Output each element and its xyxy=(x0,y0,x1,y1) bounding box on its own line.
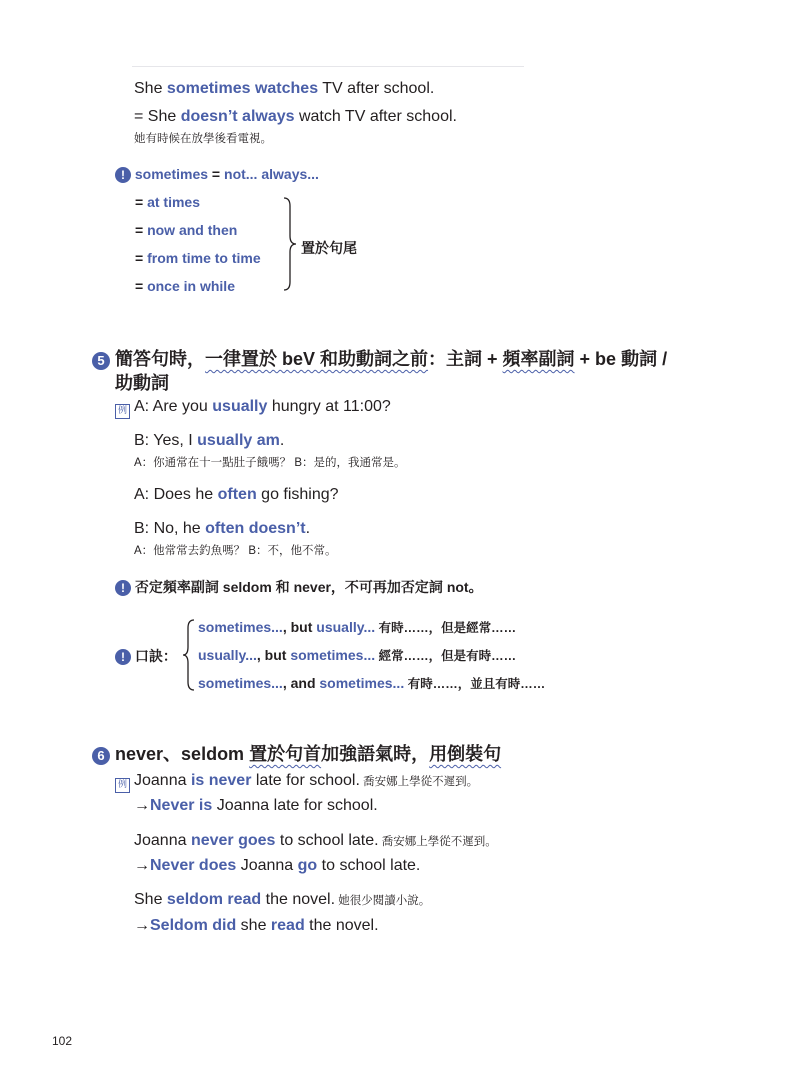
top-sentence-1: She sometimes watches TV after school. xyxy=(134,80,435,97)
inversion-source: Joanna is never late for school. 喬安娜上學從不遲到。 xyxy=(134,772,479,789)
brace-label: 置於句尾 xyxy=(301,240,357,256)
section-5-heading: 5 簡答句時，一律置於 beV 和助動詞之前：主詞 + 頻率副詞 + be 動詞 / xyxy=(92,345,667,371)
mnemonic-line: sometimes..., and sometimes... 有時……，並且有時…… xyxy=(198,675,546,691)
synonym-item: = now and then xyxy=(135,222,238,238)
exclamation-icon: ! xyxy=(115,580,131,596)
synonym-item: = at times xyxy=(135,194,200,210)
mnemonic-line: sometimes..., but usually... 有時……，但是經常…… xyxy=(198,619,517,635)
note-sometimes: ! sometimes = not... always... xyxy=(115,166,319,183)
exclamation-icon: ! xyxy=(115,167,131,183)
note-negative: ! 否定頻率副詞 seldom 和 never，不可再加否定詞 not。 xyxy=(115,577,483,597)
example-translation: A：你通常在十一點肚子餓嗎？ B：是的，我通常是。 xyxy=(134,457,406,469)
example-translation: A：他常常去釣魚嗎？ B：不，他不常。 xyxy=(134,545,337,557)
example-answer: B: Yes, I usually am. xyxy=(134,432,285,449)
section-number-5: 5 xyxy=(92,352,110,370)
section-6-heading: 6 never、seldom 置於句首加強語氣時，用倒裝句 xyxy=(92,740,501,766)
example-mark: 例 xyxy=(115,774,130,793)
top-sentence-2: = She doesn’t always watch TV after school. xyxy=(134,108,457,125)
inversion-result: →Never is Joanna late for school. xyxy=(134,797,378,814)
inversion-source: Joanna never goes to school late. 喬安娜上學從不遲到。 xyxy=(134,832,497,849)
example-question: A: Does he often go fishing? xyxy=(134,486,339,503)
mnemonic-line: usually..., but sometimes... 經常……，但是有時…… xyxy=(198,647,517,663)
inversion-source: She seldom read the novel. 她很少閱讀小說。 xyxy=(134,891,431,908)
top-translation: 她有時候在放學後看電視。 xyxy=(134,133,272,145)
example-question: A: Are you usually hungry at 11:00? xyxy=(134,398,391,415)
top-divider xyxy=(132,66,524,67)
left-brace xyxy=(182,618,196,692)
exclamation-icon: ! xyxy=(115,649,131,665)
example-mark: 例 xyxy=(115,400,130,419)
page-number: 102 xyxy=(52,1034,73,1048)
synonym-item: = once in while xyxy=(135,278,235,294)
section-number-6: 6 xyxy=(92,747,110,765)
mnemonic-label: ! 口訣： xyxy=(115,646,177,666)
example-answer: B: No, he often doesn’t. xyxy=(134,520,311,537)
inversion-result: →Never does Joanna go to school late. xyxy=(134,857,421,874)
right-brace xyxy=(282,196,298,292)
section-5-heading-line2: 助動詞 xyxy=(115,373,169,393)
synonym-item: = from time to time xyxy=(135,250,261,266)
inversion-result: →Seldom did she read the novel. xyxy=(134,917,379,934)
